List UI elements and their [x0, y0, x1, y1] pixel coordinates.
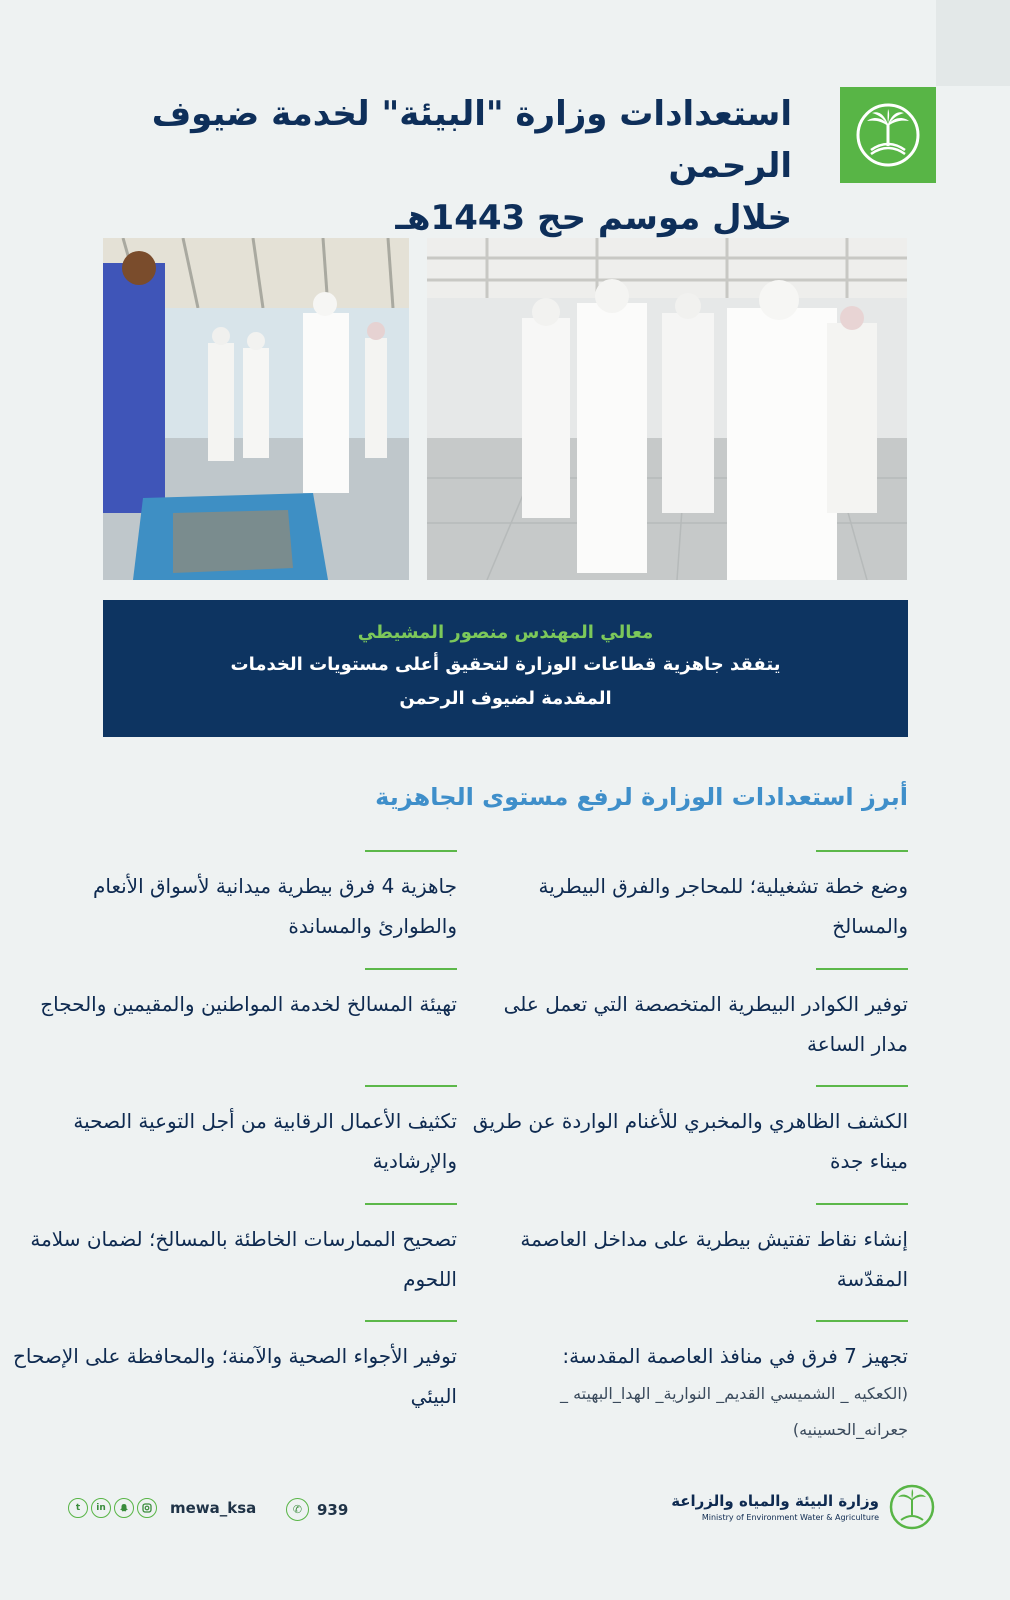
item-text: وضع خطة تشغيلية؛ للمحاجر والفرق البيطرية والمسالخ [538, 874, 908, 938]
item-divider [365, 850, 457, 852]
title-line-2: خلال موسم حج 1443هـ [395, 198, 792, 238]
item-divider [816, 1085, 908, 1087]
banner-line-2: المقدمة لضيوف الرحمن [399, 688, 612, 709]
title-line-1: استعدادات وزارة "البيئة" لخدمة ضيوف الرحمن [151, 94, 792, 186]
item-text: تكثيف الأعمال الرقابية من أجل التوعية الصحية والإرشادية [73, 1109, 457, 1173]
readiness-item-5 [463, 1085, 908, 1181]
item-text: تهيئة المسالخ لخدمة المواطنين والمقيمين والحجاج [40, 992, 457, 1016]
item-divider [365, 1085, 457, 1087]
footer [0, 1480, 1010, 1550]
readiness-item-9 [463, 1320, 908, 1448]
item-text: توفير الأجواء الصحية والآمنة؛ والمحافظة على الإصحاح البيئي [12, 1344, 457, 1408]
twitter-icon[interactable]: t [68, 1498, 88, 1518]
linkedin-icon[interactable]: in [91, 1498, 111, 1518]
readiness-item-4 [12, 968, 457, 1024]
readiness-item-1 [463, 850, 908, 946]
readiness-item-2 [12, 850, 457, 946]
readiness-item-7 [463, 1203, 908, 1299]
readiness-item-8 [12, 1203, 457, 1299]
readiness-item-6 [12, 1085, 457, 1181]
palm-swords-icon [855, 102, 921, 168]
item-text: تجهيز 7 فرق في منافذ العاصمة المقدسة: [562, 1344, 908, 1368]
social-links [68, 1498, 256, 1518]
ministry-logo [840, 87, 936, 183]
phone-number: 939 [317, 1500, 349, 1519]
item-text: الكشف الظاهري والمخبري للأغنام الواردة عن طريق ميناء جدة [472, 1109, 908, 1173]
section-heading: أبرز استعدادات الوزارة لرفع مستوى الجاهزية [375, 783, 908, 811]
item-divider [816, 1320, 908, 1322]
inspection-photo-right [427, 238, 907, 580]
item-divider [365, 968, 457, 970]
item-divider [365, 1320, 457, 1322]
ministry-name-ar: وزارة البيئة والمياه والزراعة [671, 1492, 879, 1510]
item-text: إنشاء نقاط تفتيش بيطرية على مداخل العاصمة المقدّسة [520, 1227, 908, 1291]
inspection-photo-left [103, 238, 409, 580]
minister-banner [103, 600, 908, 737]
minister-name: معالي المهندس منصور المشيطي [357, 622, 654, 643]
item-divider [816, 850, 908, 852]
item-divider [365, 1203, 457, 1205]
ministry-emblem-icon [889, 1484, 935, 1530]
readiness-item-10 [12, 1320, 457, 1416]
readiness-item-3 [463, 968, 908, 1064]
phone-icon: ✆ [286, 1498, 309, 1521]
item-divider [816, 968, 908, 970]
item-subtext: (الكعكيه _ الشميسي القديم_ النوارية_ الهدا_البهيته _ جعرانه_الحسينيه) [560, 1384, 908, 1439]
phone-contact[interactable] [286, 1498, 348, 1521]
footer-ministry [671, 1484, 935, 1530]
instagram-icon[interactable] [137, 1498, 157, 1518]
item-text: توفير الكوادر البيطرية المتخصصة التي تعمل على مدار الساعة [503, 992, 908, 1056]
ministry-name-en: Ministry of Environment Water & Agriculture [701, 1513, 879, 1522]
corner-tab [936, 0, 1010, 86]
item-text: تصحيح الممارسات الخاطئة بالمسالخ؛ لضمان سلامة اللحوم [30, 1227, 457, 1291]
social-handle[interactable]: mewa_ksa [170, 1499, 257, 1517]
page-title [52, 88, 792, 244]
banner-line-1: يتفقد جاهزية قطاعات الوزارة لتحقيق أعلى مستويات الخدمات [230, 654, 781, 675]
item-divider [816, 1203, 908, 1205]
snapchat-icon[interactable] [114, 1498, 134, 1518]
item-text: جاهزية 4 فرق بيطرية ميدانية لأسواق الأنعام والطوارئ والمساندة [92, 874, 457, 938]
